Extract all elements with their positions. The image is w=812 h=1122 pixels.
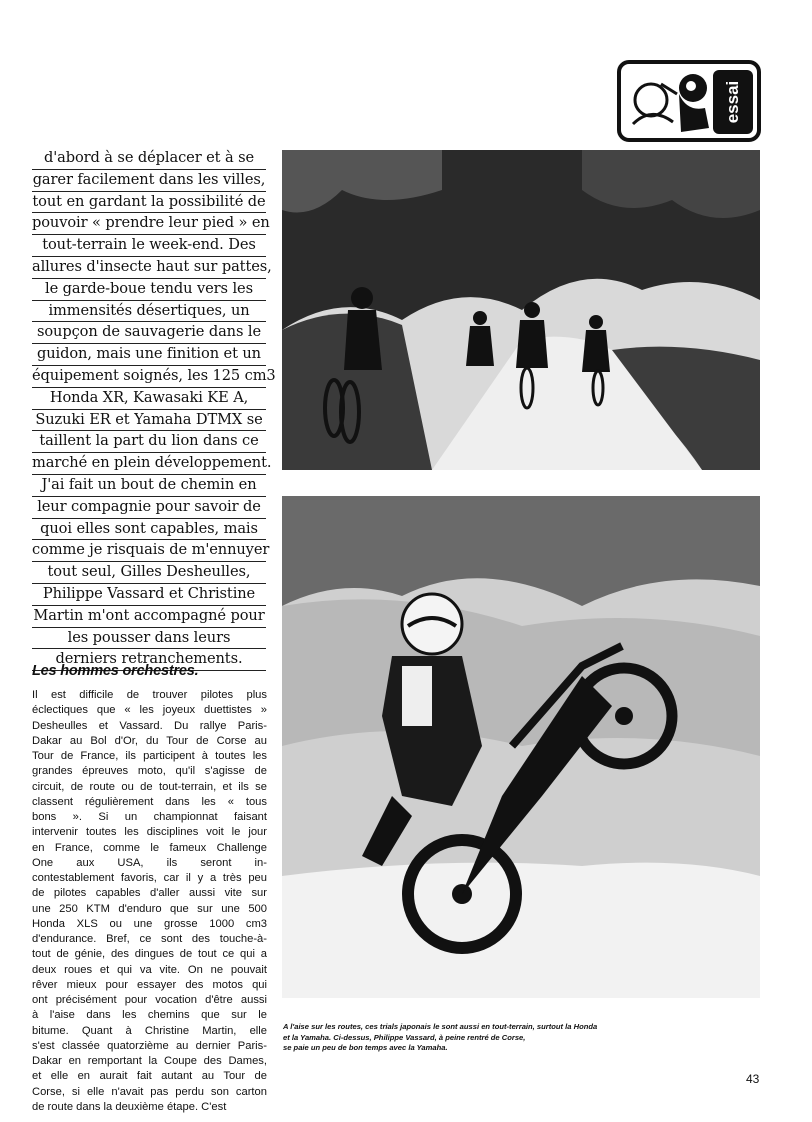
photo-caption bbox=[283, 1022, 723, 1054]
page-number: 43 bbox=[746, 1072, 760, 1086]
body-line: en France, comme le fameux Challenge bbox=[32, 841, 267, 854]
body-line: de route dans la deuxième étape. C'est bbox=[32, 1100, 227, 1113]
body-line: Tour de France, ils participent à toutes les bbox=[32, 750, 267, 762]
body-line: contestablement favoris, car il y a très peu bbox=[32, 872, 267, 884]
body-line: circuit, de route ou de tout-terrain, et ils se bbox=[32, 780, 267, 793]
body-line: d'endurance. Bref, ce sont des touche-à- bbox=[32, 933, 267, 945]
intro-line: tout seul, Gilles Desheulles, bbox=[32, 562, 266, 584]
body-line: éclectiques que « les joyeux duettistes » bbox=[32, 704, 267, 717]
intro-line: le garde-boue tendu vers les bbox=[32, 279, 266, 301]
body-line: intervenir toutes les disciplines voit le jour bbox=[32, 826, 267, 839]
intro-line: Honda XR, Kawasaki KE A, bbox=[32, 388, 266, 410]
body-line: bitume. Quant à Christine Martin, elle bbox=[32, 1024, 267, 1037]
intro-line: guidon, mais une finition et un bbox=[32, 344, 266, 366]
intro-line: Suzuki ER et Yamaha DTMX se bbox=[32, 410, 266, 432]
intro-line: Martin m'ont accompagné pour bbox=[32, 606, 266, 628]
body-line: une 250 KTM d'enduro que sur une 500 bbox=[32, 902, 267, 915]
essai-logo bbox=[617, 60, 761, 142]
intro-column bbox=[32, 148, 276, 671]
body-line: Corse, si elle n'avait pas perdu son carton bbox=[32, 1085, 267, 1098]
photo-riders-on-road bbox=[282, 150, 760, 470]
body-line: s'est classée quatorzième au dernier Paris- bbox=[32, 1039, 267, 1052]
photo-wheelie-yamaha bbox=[282, 496, 760, 998]
essai-label: essai bbox=[713, 70, 753, 134]
intro-line: J'ai fait un bout de chemin en bbox=[32, 475, 266, 497]
body-line: rêver mieux pour essayer des motos qui bbox=[32, 978, 267, 991]
body-line: deux roues et qui va vite. On ne pouvait bbox=[32, 963, 267, 976]
body-line: ont précisément pour vocation d'être aussi bbox=[32, 994, 267, 1006]
body-line: tout de génie, des dingues de tout ce qui a bbox=[32, 948, 267, 961]
caption-line: se paie un peu de bon temps avec la Yamaha. bbox=[283, 1043, 448, 1052]
caption-line: et la Yamaha. Ci-dessus, Philippe Vassard, à peine rentré de Corse, bbox=[283, 1032, 526, 1042]
body-text bbox=[32, 688, 267, 1115]
intro-line: les pousser dans leurs bbox=[32, 628, 266, 650]
body-line: à l'aise dans les chemins que sur le bbox=[32, 1009, 267, 1022]
body-line: Honda XLS ou une grosse 1000 cm3 bbox=[32, 917, 267, 930]
intro-line: Philippe Vassard et Christine bbox=[32, 584, 266, 606]
intro-line: soupçon de sauvagerie dans le bbox=[32, 322, 266, 344]
body-line: grandes épreuves moto, qu'il s'agisse de bbox=[32, 765, 267, 778]
body-line: Desheulles et Vassard. Du rallye Paris- bbox=[32, 719, 267, 732]
intro-line: garer facilement dans les villes, bbox=[32, 170, 266, 192]
body-line: Dakar en remportant la Coupe des Dames, bbox=[32, 1055, 267, 1067]
section-heading: Les hommes orchestres. bbox=[32, 663, 199, 679]
intro-line: allures d'insecte haut sur pattes, bbox=[32, 257, 266, 279]
intro-line: leur compagnie pour savoir de bbox=[32, 497, 266, 519]
body-line: bons ». Si un championnat faisant bbox=[32, 811, 267, 823]
intro-line: quoi elles sont capables, mais bbox=[32, 519, 266, 541]
body-line: Dakar au Bol d'Or, du Tour de Corse au bbox=[32, 734, 267, 747]
intro-line: taillent la part du lion dans ce bbox=[32, 431, 266, 453]
caption-line: A l'aise sur les routes, ces trials japonais le sont aussi en tout-terrain, surtout la Honda bbox=[283, 1022, 598, 1031]
intro-line: marché en plein développement. bbox=[32, 453, 266, 475]
intro-line: derniers retranchements. bbox=[32, 649, 266, 671]
intro-line: tout-terrain le week-end. Des bbox=[32, 235, 266, 257]
intro-line: immensités désertiques, un bbox=[32, 301, 266, 323]
intro-line: tout en gardant la possibilité de bbox=[32, 192, 266, 214]
intro-line: d'abord à se déplacer et à se bbox=[32, 148, 266, 170]
body-line: Il est difficile de trouver pilotes plus bbox=[32, 689, 267, 701]
body-line: de pilotes capables d'aller aussi vite sur bbox=[32, 887, 267, 900]
body-line: classent régulièrement dans les « tous bbox=[32, 795, 267, 808]
intro-line: comme je risquais de m'ennuyer bbox=[32, 540, 266, 562]
body-line: et elle en aurait fait autant au Tour de bbox=[32, 1070, 267, 1083]
intro-line: équipement soignés, les 125 cm3 bbox=[32, 366, 266, 388]
intro-line: pouvoir « prendre leur pied » en bbox=[32, 213, 266, 235]
body-line: One aux USA, ils seront in- bbox=[32, 856, 267, 869]
